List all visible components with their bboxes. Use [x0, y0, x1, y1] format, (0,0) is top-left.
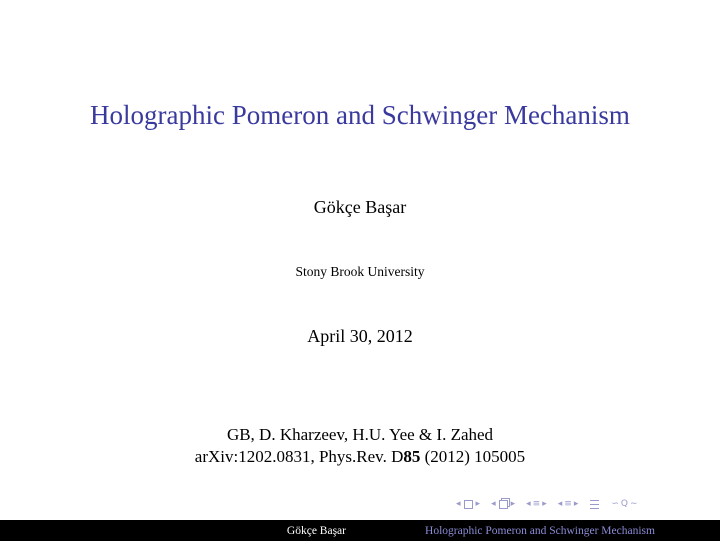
nav-group-appendix [588, 500, 601, 509]
nav-section-icon[interactable]: ≡ [564, 499, 572, 509]
nav-right-arrow-icon[interactable]: ▸ [475, 499, 481, 509]
reference-citation-volume: 85 [403, 447, 421, 466]
nav-right-arrow-icon[interactable]: ▸ [542, 499, 547, 509]
nav-group-search [610, 497, 638, 511]
presentation-date: April 30, 2012 [307, 326, 413, 346]
reference-citation-suffix: (2012) 105005 [420, 447, 526, 466]
nav-left-arrow-icon[interactable]: ◂ [491, 499, 496, 509]
nav-group-slide [455, 497, 481, 511]
nav-back-icon[interactable]: ∼ [629, 499, 638, 509]
nav-left-arrow-icon[interactable]: ◂ [526, 499, 531, 509]
nav-frame-icon[interactable] [499, 500, 508, 509]
nav-zoom-icon[interactable]: Q [620, 499, 628, 509]
nav-left-arrow-icon[interactable]: ◂ [557, 499, 563, 509]
author-name: Gökçe Başar [313, 197, 407, 217]
nav-group-subsection [525, 497, 548, 511]
reference-citation-prefix: arXiv:1202.0831, Phys.Rev. D [194, 447, 404, 466]
nav-search-icon[interactable]: ∽ [611, 499, 619, 509]
footer-author: Gökçe Başar [0, 520, 360, 541]
nav-slide-icon[interactable] [464, 500, 473, 509]
nav-group-section [557, 497, 580, 511]
nav-appendix-icon[interactable] [590, 500, 599, 509]
reference-authors: GB, D. Kharzeev, H.U. Yee & I. Zahed [226, 425, 494, 444]
slide-title: Holographic Pomeron and Schwinger Mechanism [90, 100, 630, 130]
nav-right-arrow-icon[interactable]: ▸ [510, 499, 516, 509]
nav-group-frame [490, 497, 516, 511]
nav-right-arrow-icon[interactable]: ▸ [573, 499, 579, 509]
beamer-navigation-bar [455, 497, 639, 511]
footer-title: Holographic Pomeron and Schwinger Mechanism [360, 520, 720, 541]
reference-citation [0, 447, 720, 467]
nav-left-arrow-icon[interactable]: ◂ [456, 499, 461, 509]
nav-subsection-icon[interactable]: ≡ [532, 499, 541, 509]
slide-footer [0, 520, 720, 541]
institute-name: Stony Brook University [295, 264, 425, 279]
